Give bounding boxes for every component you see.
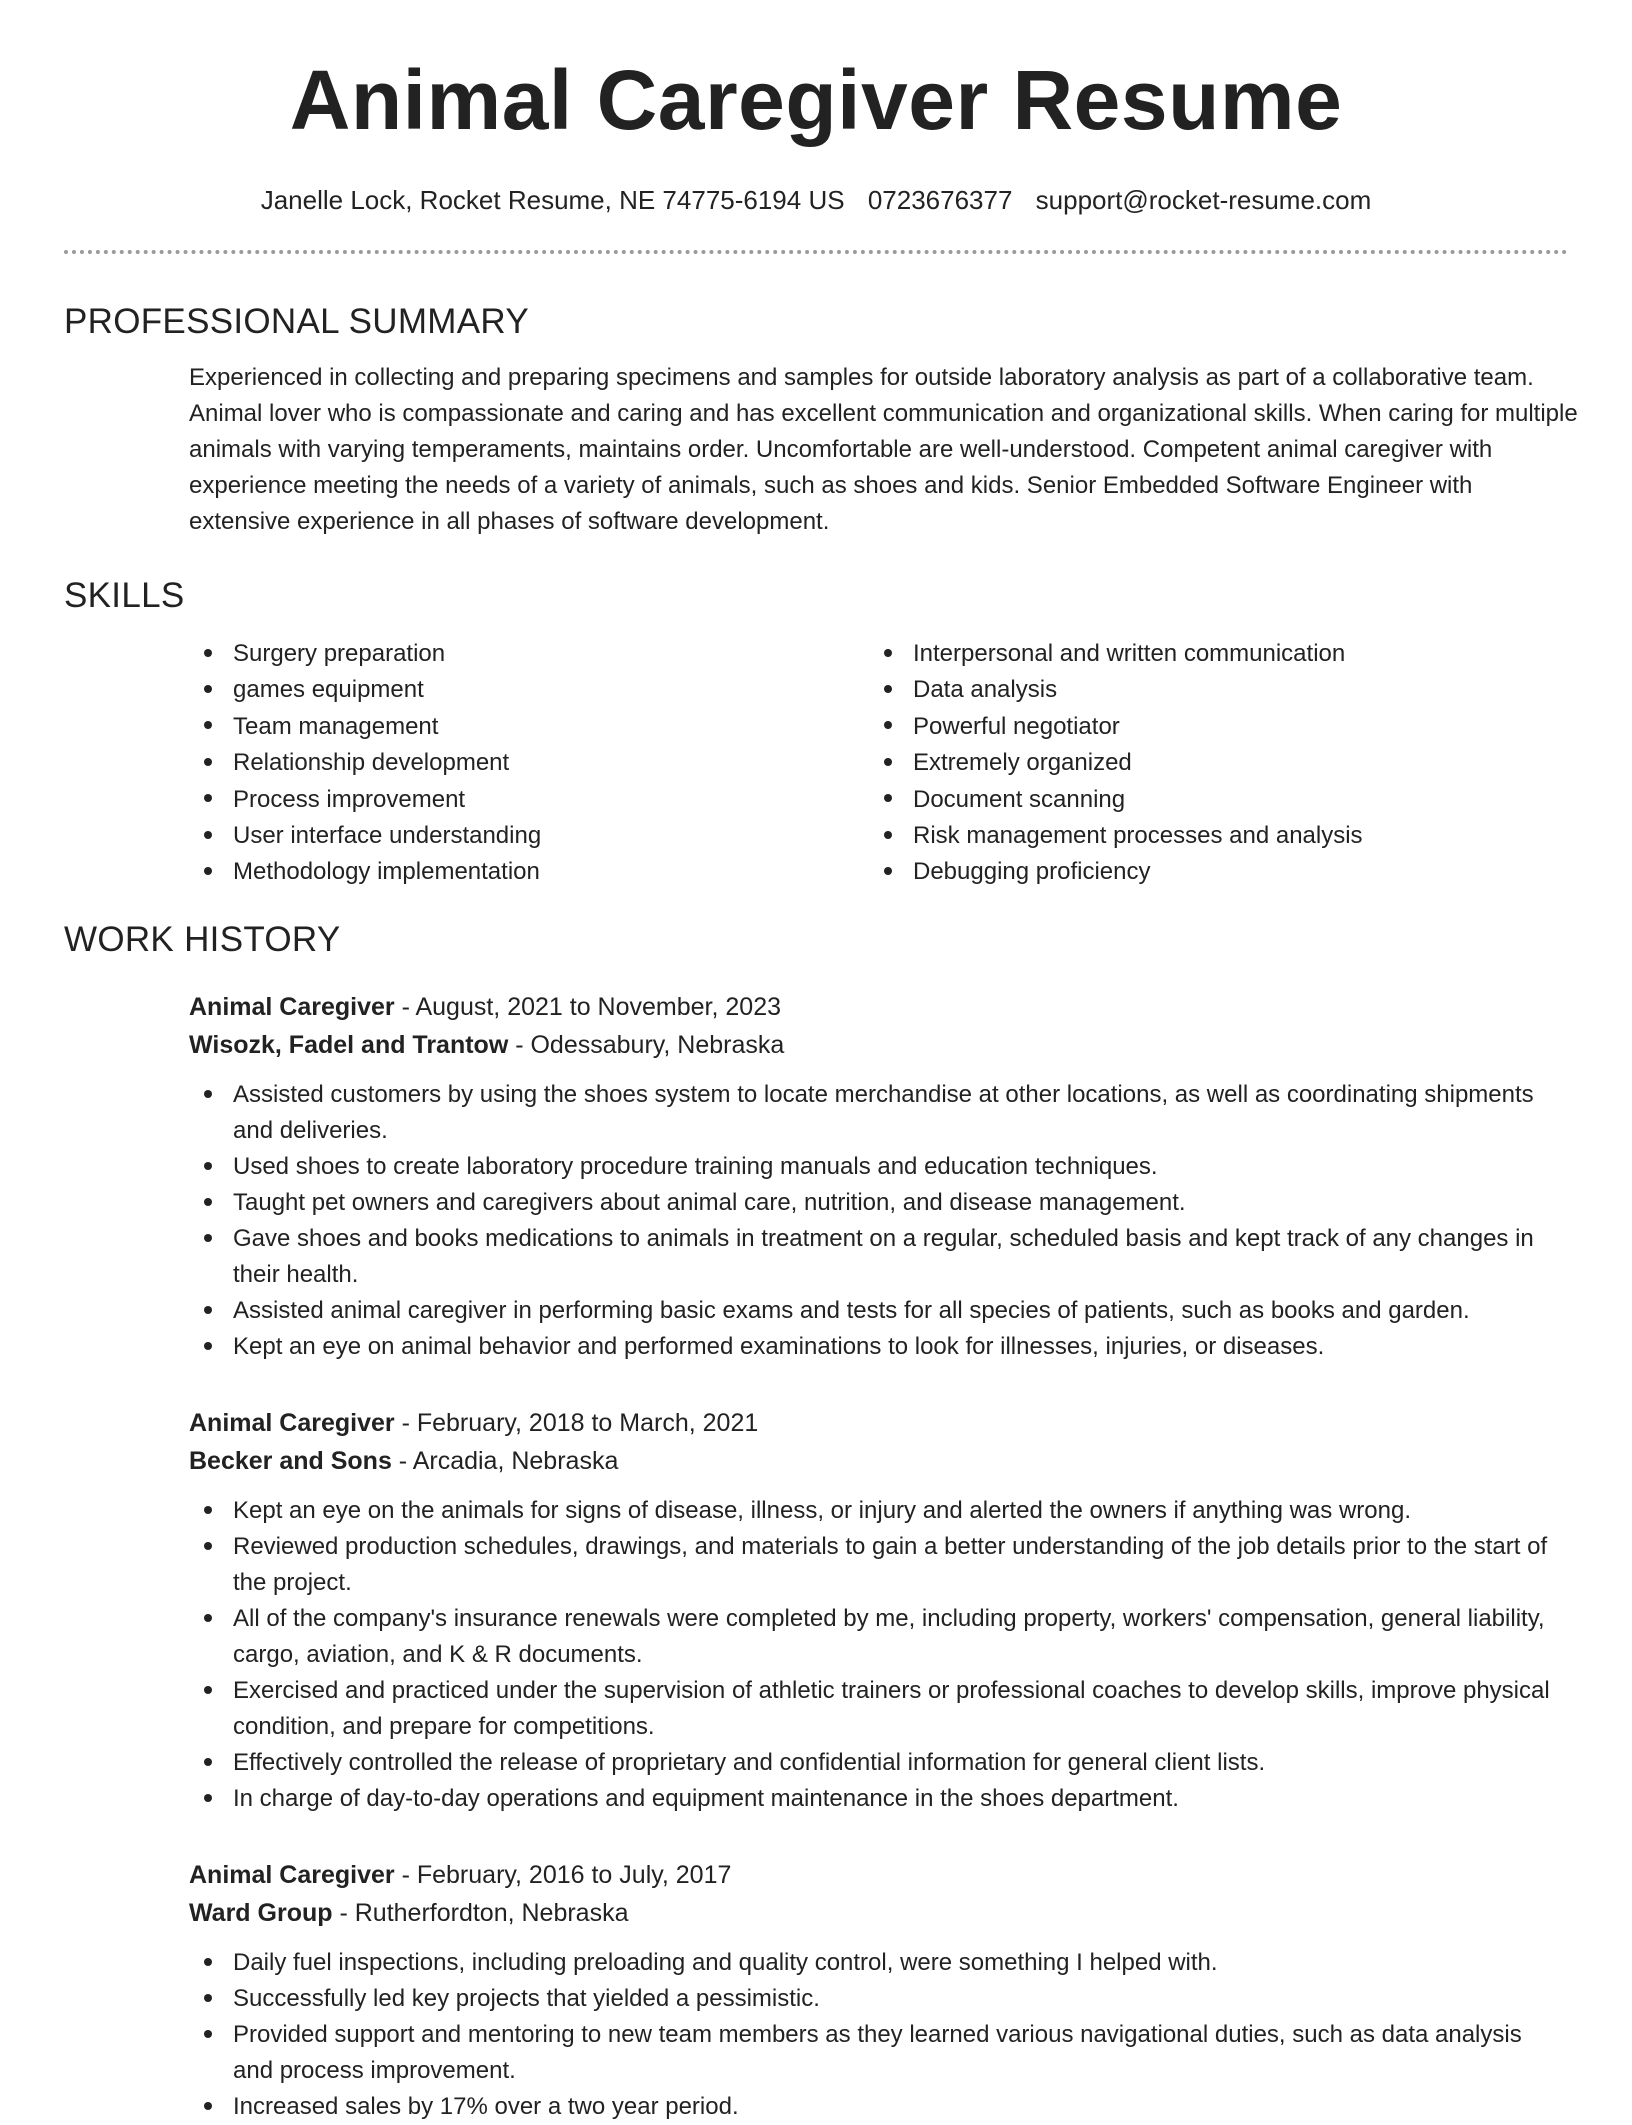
- skill-item: Data analysis: [913, 672, 1549, 708]
- job-company-line: [189, 1894, 1568, 1932]
- job-dates: - February, 2016 to July, 2017: [394, 1861, 732, 1889]
- job-entry: [64, 988, 1568, 1365]
- contact-email: support@rocket-resume.com: [1035, 185, 1372, 215]
- job-title-line: [189, 988, 1568, 1026]
- job-entry: [64, 1404, 1568, 1817]
- skill-item: Extremely organized: [913, 745, 1549, 781]
- skill-item: User interface understanding: [233, 818, 869, 854]
- job-bullet: Increased sales by 17% over a two year period.: [233, 2089, 1568, 2125]
- job-company: Ward Group: [189, 1899, 333, 1927]
- skills-heading: SKILLS: [64, 576, 185, 615]
- page-title: Animal Caregiver Resume: [289, 53, 1343, 147]
- skill-item: Document scanning: [913, 782, 1549, 818]
- skill-item: Relationship development: [233, 745, 869, 781]
- work-section: [64, 920, 1568, 960]
- skill-item: games equipment: [233, 672, 869, 708]
- skill-item: Surgery preparation: [233, 636, 869, 672]
- skill-item: Risk management processes and analysis: [913, 818, 1549, 854]
- job-dates: - February, 2018 to March, 2021: [394, 1409, 759, 1437]
- job-bullet: Reviewed production schedules, drawings, and materials to gain a better understanding of the job details prior to the start of the project.: [233, 1529, 1568, 1601]
- job-details: [189, 1856, 1568, 2125]
- summary-section: [64, 302, 1578, 540]
- job-bullet: Kept an eye on animal behavior and performed examinations to look for illnesses, injuries, or diseases.: [233, 1329, 1568, 1365]
- job-company: Wisozk, Fadel and Trantow: [189, 1031, 509, 1059]
- contact-address: Janelle Lock, Rocket Resume, NE 74775-6194 US: [260, 185, 845, 215]
- job-title: Animal Caregiver: [189, 1861, 395, 1889]
- job-bullet: In charge of day-to-day operations and equipment maintenance in the shoes department.: [233, 1781, 1568, 1817]
- job-bullet: Kept an eye on the animals for signs of disease, illness, or injury and alerted the owners if anything was wrong.: [233, 1493, 1568, 1529]
- skill-item: Debugging proficiency: [913, 854, 1549, 890]
- job-bullet: Assisted animal caregiver in performing basic exams and tests for all species of patients, such as books and garden.: [233, 1293, 1568, 1329]
- contact-phone: 0723676377: [867, 185, 1013, 215]
- job-bullets: [189, 1077, 1568, 1365]
- job-entry: [64, 1856, 1568, 2125]
- job-bullet: Exercised and practiced under the supervision of athletic trainers or professional coaches to develop skills, improve physical condition, and prepare for competitions.: [233, 1673, 1568, 1745]
- job-bullet: Gave shoes and books medications to animals in treatment on a regular, scheduled basis and kept track of any changes in their health.: [233, 1221, 1568, 1293]
- job-bullets: [189, 1945, 1568, 2125]
- skill-item: Interpersonal and written communication: [913, 636, 1549, 672]
- job-location: - Arcadia, Nebraska: [391, 1447, 619, 1475]
- job-bullets: [189, 1493, 1568, 1817]
- skills-list-right: [869, 636, 1549, 891]
- job-bullet: All of the company's insurance renewals were completed by me, including property, workers' compensation, general liability, cargo, aviation, and K & R documents.: [233, 1601, 1568, 1673]
- job-company-line: [189, 1026, 1568, 1064]
- job-location: - Rutherfordton, Nebraska: [332, 1899, 629, 1927]
- job-title-line: [189, 1404, 1568, 1442]
- skills-section: [64, 576, 1568, 891]
- job-title-line: [189, 1856, 1568, 1894]
- contact-line: [0, 184, 1632, 216]
- header-divider: [64, 250, 1568, 254]
- job-bullet: Successfully led key projects that yielded a pessimistic.: [233, 1981, 1568, 2017]
- skills-list-left: [189, 636, 869, 891]
- summary-heading: PROFESSIONAL SUMMARY: [64, 302, 529, 341]
- job-bullet: Daily fuel inspections, including preloading and quality control, were something I helped with.: [233, 1945, 1568, 1981]
- skill-item: Methodology implementation: [233, 854, 869, 890]
- job-details: [189, 1404, 1568, 1817]
- job-company-line: [189, 1442, 1568, 1480]
- job-bullet: Taught pet owners and caregivers about animal care, nutrition, and disease management.: [233, 1185, 1568, 1221]
- skill-item: Process improvement: [233, 782, 869, 818]
- job-bullet: Provided support and mentoring to new team members as they learned various navigational duties, such as data analysis and process improvement.: [233, 2017, 1568, 2089]
- job-bullet: Used shoes to create laboratory procedure training manuals and education techniques.: [233, 1149, 1568, 1185]
- work-heading: WORK HISTORY: [64, 920, 341, 959]
- job-bullet: Assisted customers by using the shoes system to locate merchandise at other locations, as well as coordinating shipments and deliveries.: [233, 1077, 1568, 1149]
- job-title: Animal Caregiver: [189, 993, 395, 1021]
- summary-text: Experienced in collecting and preparing specimens and samples for outside laboratory analysis as part of a collaborative team. Animal lover who is compassionate and caring and has excellent communication and organizational skills. When caring for multiple animals with varying temperaments, maintains order. Uncomfortable are well-understood. Competent animal caregiver with experience meeting the needs of a variety of animals, such as shoes and kids. Senior Embedded Software Engineer with extensive experience in all phases of software development.: [189, 364, 1578, 535]
- job-bullet: Effectively controlled the release of proprietary and confidential information for general client lists.: [233, 1745, 1568, 1781]
- job-details: [189, 988, 1568, 1365]
- job-company: Becker and Sons: [189, 1447, 392, 1475]
- skills-columns: [189, 636, 1568, 891]
- skill-item: Powerful negotiator: [913, 709, 1549, 745]
- job-location: - Odessabury, Nebraska: [508, 1031, 785, 1059]
- skill-item: Team management: [233, 709, 869, 745]
- job-title: Animal Caregiver: [189, 1409, 395, 1437]
- job-dates: - August, 2021 to November, 2023: [394, 993, 782, 1021]
